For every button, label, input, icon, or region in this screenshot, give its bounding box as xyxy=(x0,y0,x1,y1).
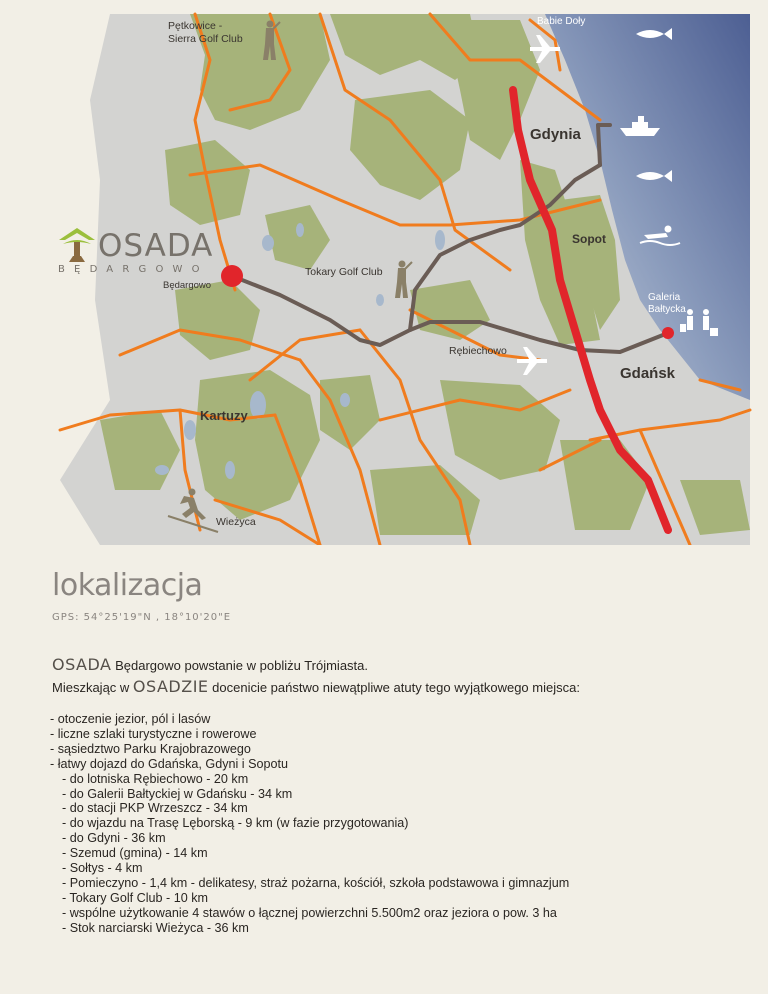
list-item: - do lotniska Rębiechowo - 20 km xyxy=(62,771,249,786)
list-item: - wspólne użytkowanie 4 stawów o łącznej powierzchni 5.500m2 oraz jeziora o pow. 3 ha xyxy=(62,905,557,920)
brand-name: OSADA xyxy=(52,655,112,674)
list-item: - do Gdyni - 36 km xyxy=(62,831,166,846)
label-rebiechowo: Rębiechowo xyxy=(449,345,507,357)
logo-subtitle: BĘDARGOWO xyxy=(58,264,209,275)
page-heading: lokalizacja xyxy=(52,568,203,603)
list-item: - do stacji PKP Wrzeszcz - 34 km xyxy=(62,801,248,816)
label-sierra-golf: Sierra Golf Club xyxy=(168,33,243,45)
lake xyxy=(435,230,445,250)
list-item: - otoczenie jezior, pól i lasów xyxy=(50,712,211,726)
lake xyxy=(155,465,169,475)
lake xyxy=(262,235,274,251)
intro-pre-2: Mieszkając w xyxy=(52,680,133,695)
lake xyxy=(340,393,350,407)
lake xyxy=(184,420,196,440)
gps-coordinates: GPS: 54°25'19"N , 18°10'20"E xyxy=(52,612,232,623)
label-baltycka: Bałtycka xyxy=(648,304,686,315)
label-tokary-golf: Tokary Golf Club xyxy=(305,266,383,278)
list-item: - Tokary Golf Club - 10 km xyxy=(62,890,209,905)
list-item: - sąsiedztwo Parku Krajobrazowego xyxy=(50,741,251,756)
lake xyxy=(296,223,304,237)
label-bedargowo: Będargowo xyxy=(163,280,212,291)
intro-line-1 xyxy=(52,655,368,674)
list-item: - Pomieczyno - 1,4 km - delikatesy, straż pożarna, kościół, szkoła podstawowa i gimnazjum xyxy=(62,875,570,890)
list-item: - liczne szlaki turystyczne i rowerowe xyxy=(50,726,257,741)
lake xyxy=(376,294,384,306)
label-sopot: Sopot xyxy=(572,232,606,246)
list-item: - Szemud (gmina) - 14 km xyxy=(62,846,208,861)
osada-logo-icon xyxy=(57,226,97,264)
logo-wordmark: OSADA xyxy=(98,228,214,264)
list-item: - Stok narciarski Wieżyca - 36 km xyxy=(62,920,249,935)
label-petkowice: Pętkowice - xyxy=(168,20,223,32)
intro-text-1: Będargowo powstanie w pobliżu Trójmiasta. xyxy=(111,658,369,673)
lake xyxy=(225,461,235,479)
label-galeria: Galeria xyxy=(648,292,681,303)
galeria-marker xyxy=(662,327,674,339)
label-gdynia: Gdynia xyxy=(530,126,581,143)
label-wiezyca: Wieżyca xyxy=(216,516,256,528)
list-item: - do Galerii Bałtyckiej w Gdańsku - 34 km xyxy=(62,786,293,801)
list-item: - łatwy dojazd do Gdańska, Gdyni i Sopotu xyxy=(50,756,289,771)
list-item: - do wjazdu na Trasę Lęborską - 9 km (w fazie przygotowania) xyxy=(62,816,409,831)
intro-line-2 xyxy=(52,677,580,696)
list-item: - Sołtys - 4 km xyxy=(62,861,143,876)
features-list xyxy=(50,712,569,936)
label-kartuzy: Kartuzy xyxy=(200,408,248,423)
label-gdansk: Gdańsk xyxy=(620,365,676,382)
brand-name: OSADZIE xyxy=(132,677,209,696)
label-babie-doly: Babie Doły xyxy=(537,16,586,27)
bedargowo-marker xyxy=(221,265,243,287)
intro-text-2: docenicie państwo niewątpliwe atuty tego wyjątkowego miejsca: xyxy=(208,680,580,695)
